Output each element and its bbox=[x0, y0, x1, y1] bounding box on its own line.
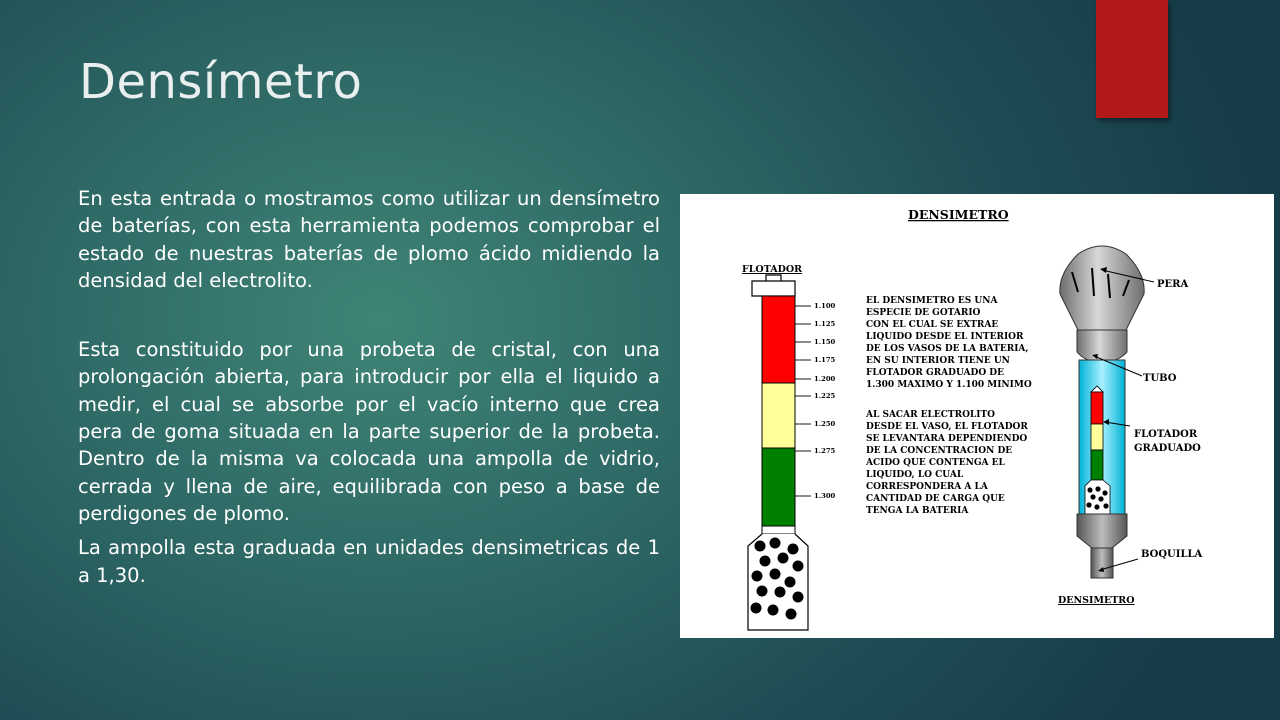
float-green-zone bbox=[762, 448, 795, 526]
description-line: EL DENSIMETRO ES UNA bbox=[866, 296, 998, 306]
shot bbox=[1095, 486, 1100, 491]
inner-float-yellow bbox=[1091, 424, 1103, 450]
description-line: SE LEVANTARA DEPENDIENDO bbox=[866, 434, 1028, 444]
flotador-label: FLOTADOR bbox=[1134, 429, 1198, 440]
scale-value: 1.150 bbox=[814, 338, 836, 346]
scale-value: 1.300 bbox=[814, 492, 836, 500]
description-line: ESPECIE DE GOTARIO bbox=[866, 308, 981, 318]
scale-labels bbox=[814, 302, 836, 500]
diagram-title: DENSIMETRO bbox=[908, 207, 1009, 222]
description-line: TENGA LA BATERIA bbox=[866, 506, 969, 516]
float-red-zone bbox=[762, 296, 795, 383]
description-line: LIQUIDO, LO CUAL bbox=[866, 470, 964, 480]
rubber-bulb bbox=[1060, 246, 1144, 330]
description-line: ACIDO QUE CONTENGA EL bbox=[866, 458, 1005, 468]
description-line: 1.300 MAXIMO Y 1.100 MINIMO bbox=[866, 380, 1032, 390]
shot bbox=[1098, 496, 1103, 501]
scale-value: 1.200 bbox=[814, 375, 836, 383]
float-neck bbox=[762, 526, 795, 534]
shot bbox=[770, 569, 781, 580]
description-line: LIQUIDO DESDE EL INTERIOR bbox=[866, 332, 1024, 342]
shot bbox=[752, 571, 763, 582]
boquilla-label: BOQUILLA bbox=[1141, 549, 1203, 560]
scale-value: 1.250 bbox=[814, 420, 836, 428]
description-line: DE LA CONCENTRACION DE bbox=[866, 446, 1013, 456]
hydrometer-diagram bbox=[680, 194, 1274, 638]
shot bbox=[1090, 494, 1095, 499]
bulb-neck bbox=[1077, 330, 1127, 362]
body-paragraph: En esta entrada o mostramos como utilizar un densímetro de baterías, con esta herramienta podemos comprobar el estado de nuestras baterías de plomo ácido midiendo la densidad del electrolito. bbox=[78, 187, 660, 292]
description-block-1 bbox=[866, 296, 1032, 390]
shot bbox=[1102, 490, 1107, 495]
shot bbox=[1087, 487, 1092, 492]
scale-value: 1.100 bbox=[814, 302, 836, 310]
description-line: CANTIDAD DE CARGA QUE bbox=[866, 494, 1005, 504]
pera-label: PERA bbox=[1157, 279, 1189, 290]
shot bbox=[755, 541, 766, 552]
shot bbox=[1094, 504, 1099, 509]
diagram-svg bbox=[680, 194, 1274, 638]
shot bbox=[757, 586, 768, 597]
nozzle bbox=[1091, 548, 1113, 578]
graduado-label: GRADUADO bbox=[1134, 443, 1201, 454]
description-line: CON EL CUAL SE EXTRAE bbox=[866, 320, 999, 330]
slide-body bbox=[78, 185, 660, 589]
inner-float-red bbox=[1091, 392, 1103, 424]
scale-value: 1.275 bbox=[814, 447, 836, 455]
float-label: FLOTADOR bbox=[742, 264, 803, 275]
scale-value: 1.225 bbox=[814, 392, 836, 400]
shot bbox=[768, 605, 779, 616]
body-paragraph: La ampolla esta graduada en unidades densimetricas de 1 a 1,30. bbox=[78, 536, 660, 587]
description-line: CORRESPONDERA A LA bbox=[866, 482, 988, 492]
shot bbox=[770, 538, 781, 549]
description-line: EN SU INTERIOR TIENE UN bbox=[866, 356, 1010, 366]
description-block-2 bbox=[865, 410, 1028, 516]
shot bbox=[1086, 502, 1091, 507]
shot bbox=[793, 561, 804, 572]
description-line: DESDE EL VASO, EL FLOTADOR bbox=[866, 422, 1028, 432]
tube-base bbox=[1077, 514, 1127, 548]
shot bbox=[786, 609, 797, 620]
shot bbox=[775, 587, 786, 598]
shot bbox=[793, 592, 804, 603]
diagram-caption: DENSIMETRO bbox=[1058, 595, 1135, 606]
float-yellow-zone bbox=[762, 383, 795, 448]
red-accent-bar bbox=[1096, 0, 1168, 118]
shot bbox=[778, 553, 789, 564]
description-line: FLOTADOR GRADUADO DE bbox=[866, 368, 1004, 378]
float-top-cap bbox=[752, 281, 795, 296]
callout-labels bbox=[1134, 279, 1203, 560]
float-tip bbox=[766, 275, 781, 281]
body-paragraph: Esta constituido por una probeta de cristal, con una prolongación abierta, para introducir por ella el liquido a medir, el cual se absorbe por el vacío interno que crea pera de goma situada en la parte superior de la probeta. Dentro de la misma va colocada una ampolla de vidrio, cerrada y llena de aire, equilibrada con peso a base de perdigones de plomo. bbox=[78, 338, 660, 525]
shot bbox=[760, 556, 771, 567]
description-line: AL SACAR ELECTROLITO bbox=[866, 410, 995, 420]
tubo-label: TUBO bbox=[1143, 373, 1177, 384]
slide-title: Densímetro bbox=[79, 54, 363, 110]
shot bbox=[785, 577, 796, 588]
scale-ticks bbox=[795, 306, 811, 496]
description-line: DE LOS VASOS DE LA BATERIA, bbox=[866, 344, 1029, 354]
inner-float-green bbox=[1091, 450, 1103, 480]
shot bbox=[1103, 503, 1108, 508]
scale-value: 1.125 bbox=[814, 320, 836, 328]
scale-value: 1.175 bbox=[814, 356, 836, 364]
shot bbox=[751, 603, 762, 614]
shot bbox=[788, 544, 799, 555]
